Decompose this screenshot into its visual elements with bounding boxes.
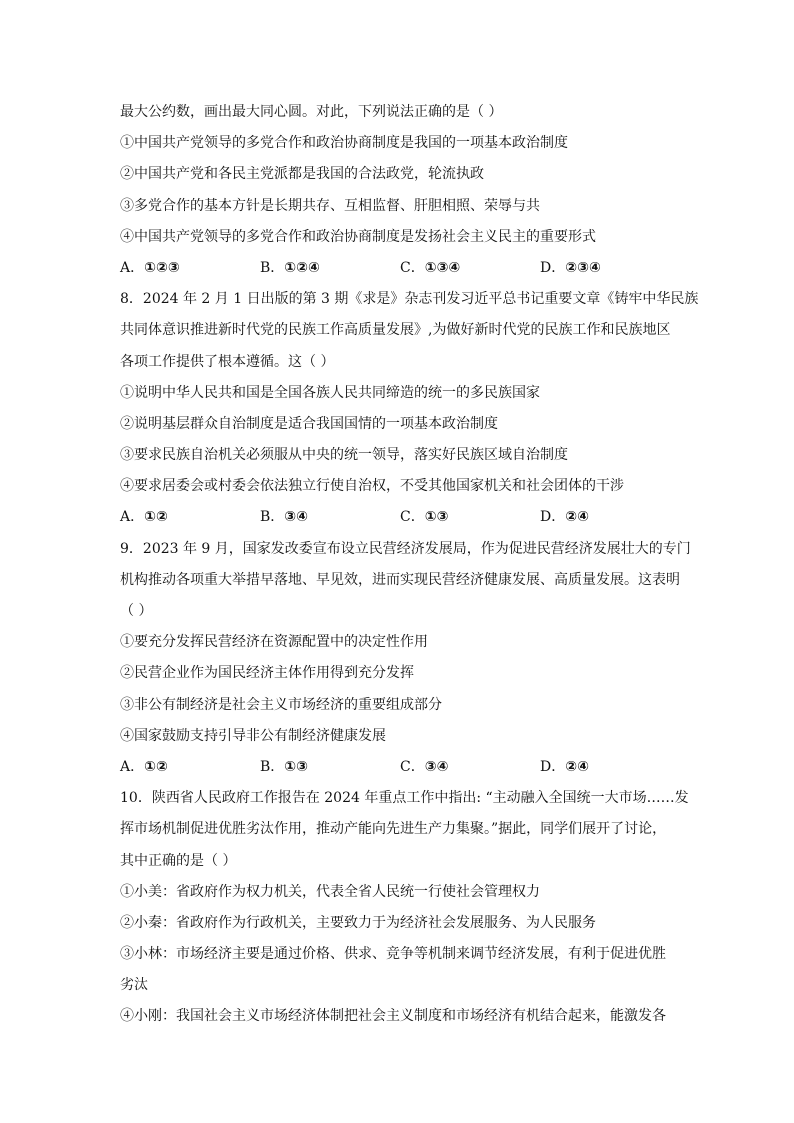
question-7 [120, 97, 714, 284]
question-stem: 最大公约数，画出最大同心圆。对此，下列说法正确的是（ ） [120, 104, 503, 120]
option-b: B．③④ [260, 509, 309, 526]
statement: ④小刚：我国社会主义市场经济体制把社会主义制度和市场经济有机结合起来，能激发各 [120, 1008, 666, 1025]
statement-continuation: 劣汰 [120, 977, 148, 994]
statement: ①要充分发挥民营经济在资源配置中的决定性作用 [120, 634, 428, 651]
statement: ②说明基层群众自治制度是适合我国国情的一项基本政治制度 [120, 415, 498, 432]
option-d: D．②③④ [540, 259, 601, 276]
statement: ③小林：市场经济主要是通过价格、供求、竞争等机制来调节经济发展，有利于促进优胜 [120, 946, 666, 963]
option-d: D．②④ [540, 509, 589, 526]
option-a: A．①② [120, 758, 168, 775]
statement: ②中国共产党和各民主党派都是我国的合法政党，轮流执政 [120, 166, 484, 183]
question-stem: （ ） [120, 603, 153, 619]
question-stem: 9．2023 年 9 月，国家发改委宣布设立民营经济发展局，作为促进民营经济发展壮大的专门 [120, 540, 691, 557]
statement: ③要求民族自治机关必须服从中央的统一领导，落实好民族区域自治制度 [120, 447, 568, 464]
option-a: A．①②③ [120, 259, 180, 276]
question-stem: 机构推动各项重大举措早落地、早见效，进而实现民营经济健康发展、高质量发展。这表明 [120, 571, 680, 588]
option-b: B．①②④ [260, 259, 320, 276]
question-stem: 共同体意识推进新时代党的民族工作高质量发展》,为做好新时代党的民族工作和民族地区 [120, 322, 671, 339]
question-stem: 其中正确的是（ ） [120, 852, 237, 869]
question-10 [120, 783, 714, 1033]
question-stem: 各项工作提供了根本遵循。这（ ） [120, 353, 335, 370]
statement: ①小美：省政府作为权力机关，代表全省人民统一行使社会管理权力 [120, 883, 540, 900]
statement: ①中国共产党领导的多党合作和政治协商制度是我国的一项基本政治制度 [120, 135, 568, 152]
statement: ①说明中华人民共和国是全国各族人民共同缔造的统一的多民族国家 [120, 384, 540, 401]
answer-options [120, 752, 714, 783]
statement: ②民营企业作为国民经济主体作用得到充分发挥 [120, 665, 414, 682]
answer-options [120, 253, 714, 284]
statement: ④中国共产党领导的多党合作和政治协商制度是发扬社会主义民主的重要形式 [120, 228, 596, 245]
question-stem: 10．陕西省人民政府工作报告在 2024 年重点工作中指出: “主动融入全国统一大市场……发 [120, 790, 689, 807]
statement: ②小秦：省政府作为行政机关，主要致力于为经济社会发展服务、为人民服务 [120, 914, 596, 931]
question-9 [120, 534, 714, 784]
question-stem: 8．2024 年 2 月 1 日出版的第 3 期《求是》杂志刊发习近平总书记重要文章《铸牢中华民族 [120, 291, 699, 308]
option-c: C．①③ [400, 509, 449, 526]
option-b: B．①③ [260, 758, 309, 775]
statement: ④要求居委会或村委会依法独立行使自治权，不受其他国家机关和社会团体的干涉 [120, 478, 624, 495]
question-stem: 挥市场机制促进优胜劣汰作用，推动产能向先进生产力集聚。”据此，同学们展开了讨论， [120, 821, 667, 838]
statement: ③非公有制经济是社会主义市场经济的重要组成部分 [120, 696, 442, 713]
question-8 [120, 284, 714, 534]
statement: ③多党合作的基本方针是长期共存、互相监督、肝胆相照、荣辱与共 [120, 197, 540, 214]
answer-options [120, 502, 714, 533]
option-d: D．②④ [540, 758, 589, 775]
option-c: C．③④ [400, 758, 449, 775]
statement: ④国家鼓励支持引导非公有制经济健康发展 [120, 727, 386, 744]
option-c: C．①③④ [400, 259, 461, 276]
option-a: A．①② [120, 509, 168, 526]
